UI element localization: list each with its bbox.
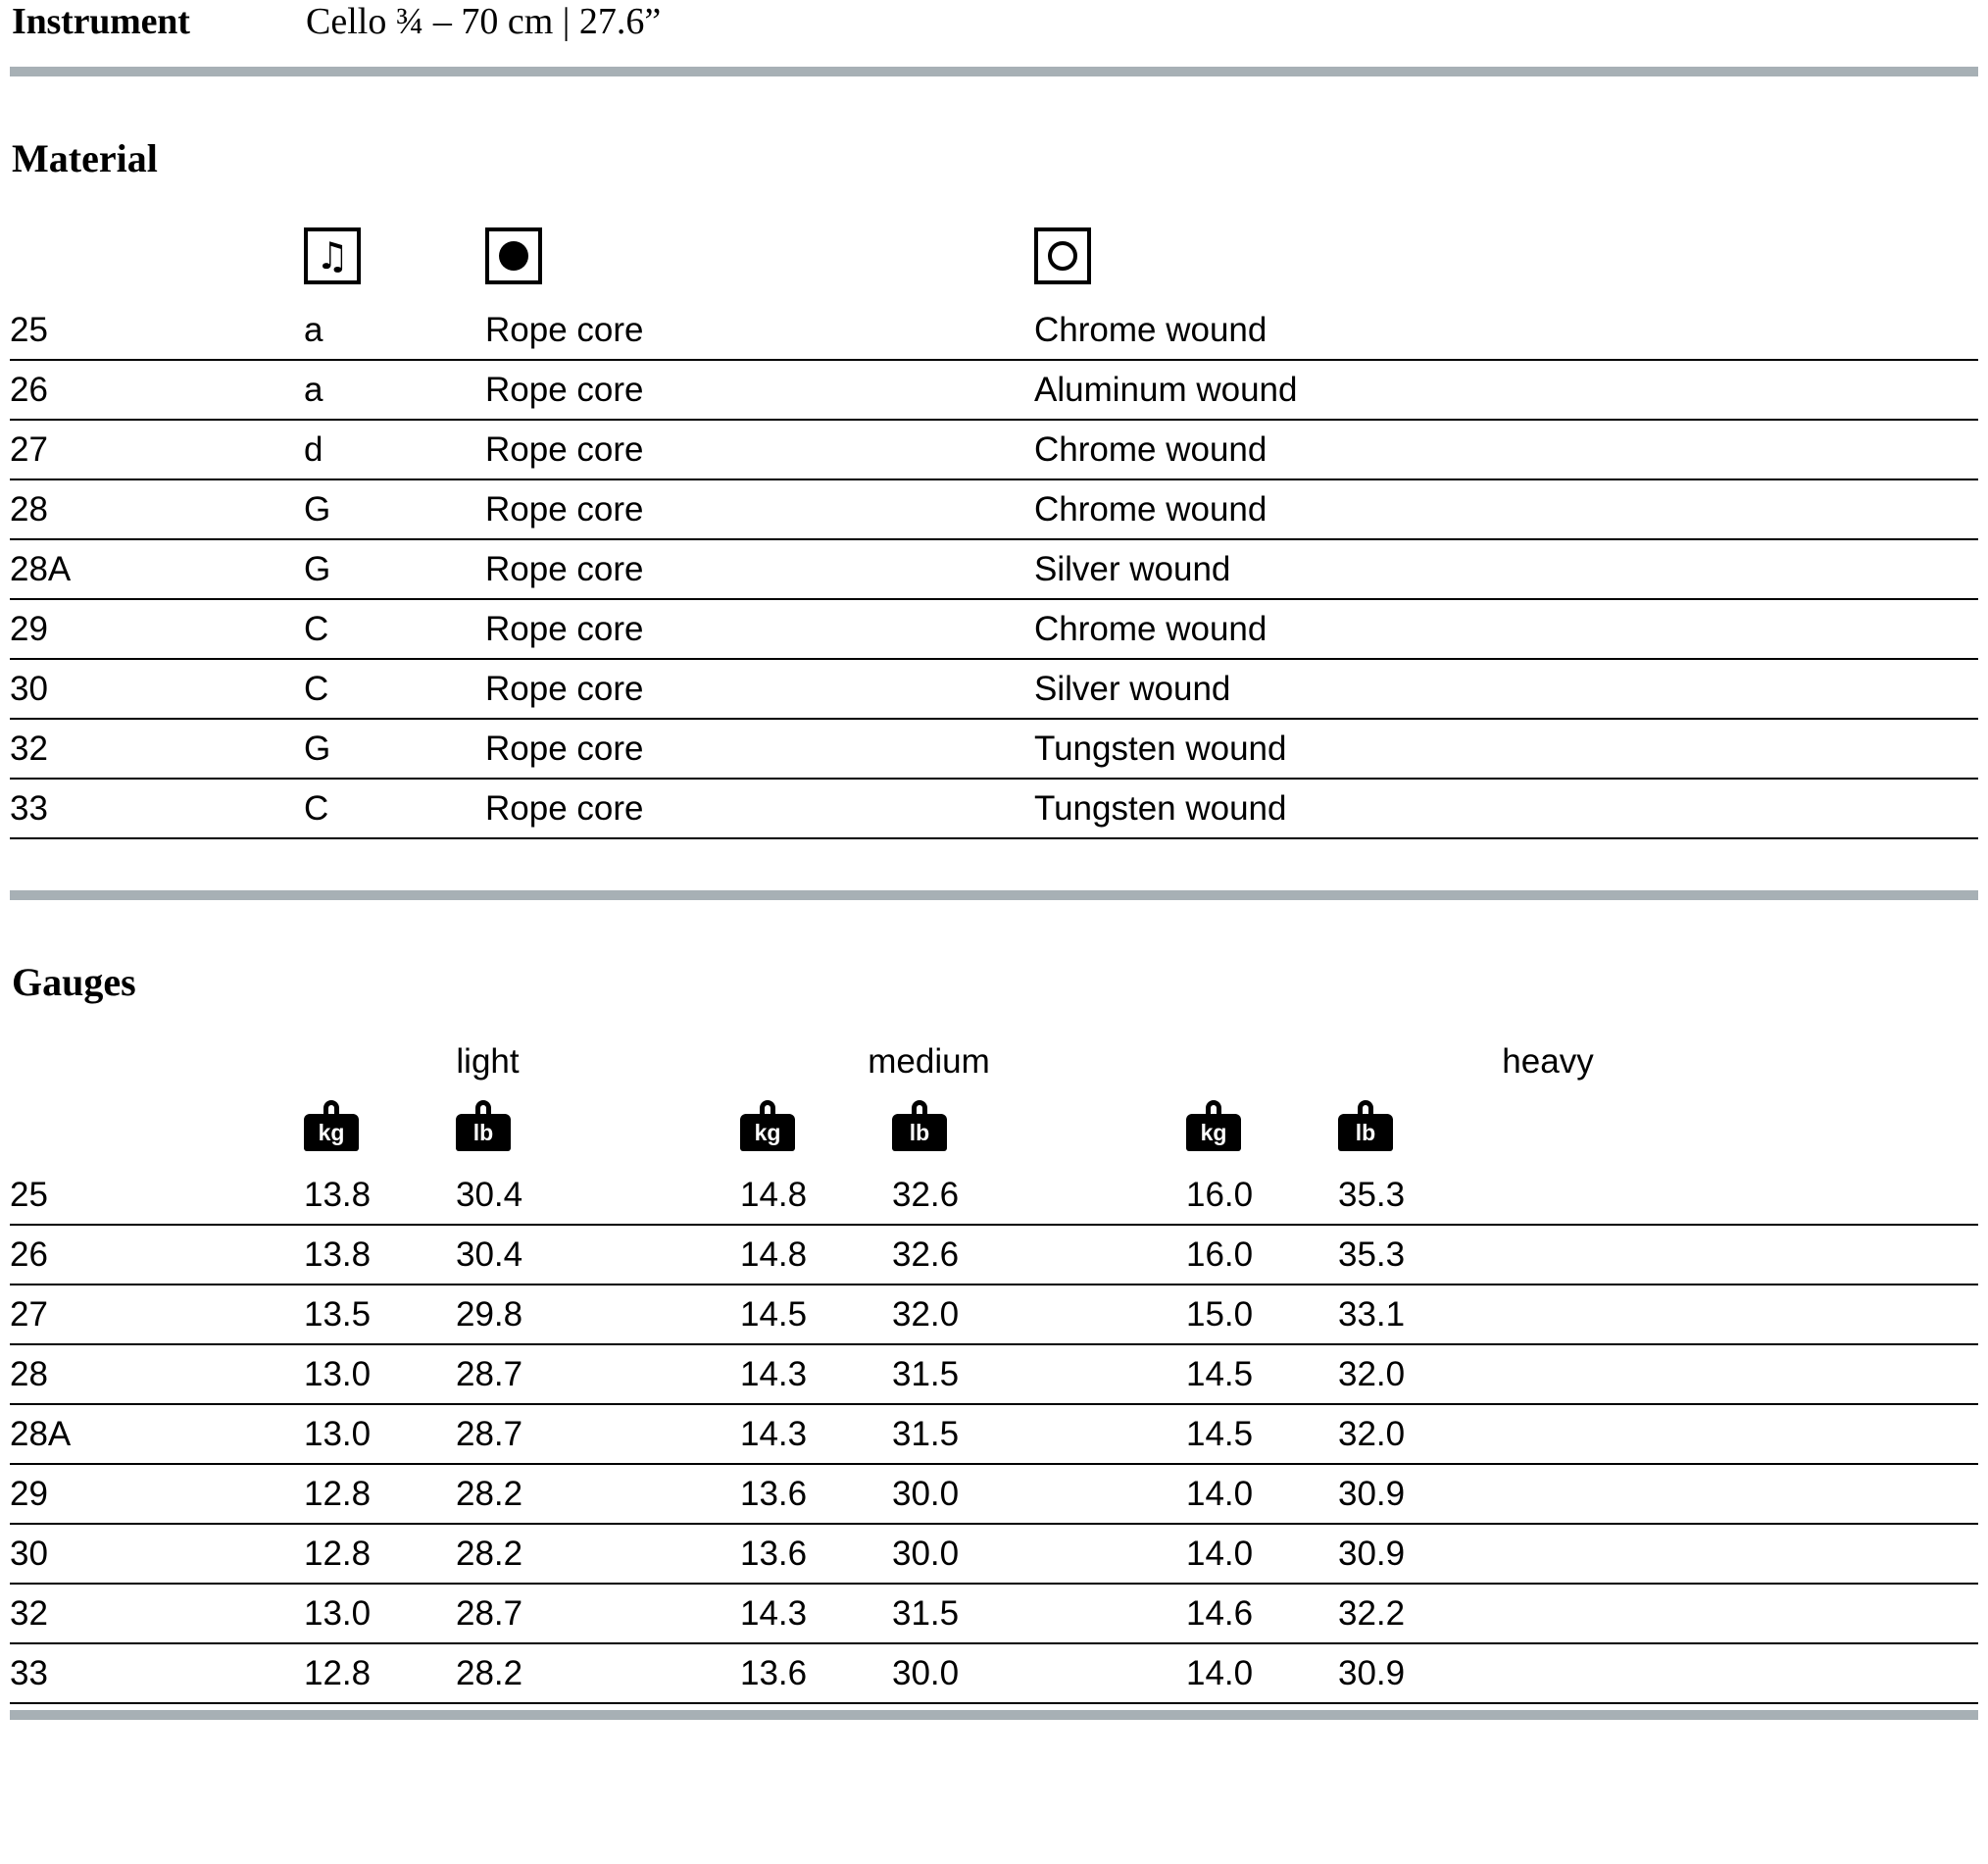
material-number: 26 <box>10 360 304 420</box>
unit-heavy-kg <box>1186 1083 1338 1166</box>
gauge-heavy-lb: 30.9 <box>1338 1524 1978 1584</box>
instrument-row <box>12 0 1978 45</box>
material-number: 33 <box>10 779 304 838</box>
filled-circle-icon <box>485 227 542 284</box>
material-number: 25 <box>10 301 304 360</box>
gauge-number: 30 <box>10 1524 304 1584</box>
gauges-tension-light: light <box>456 1042 520 1081</box>
gauge-medium-kg: 14.5 <box>740 1285 892 1344</box>
gauge-medium-kg: 13.6 <box>740 1524 892 1584</box>
gauge-light-kg: 13.8 <box>304 1225 456 1285</box>
weight-lb-icon <box>892 1100 947 1151</box>
weight-lb-label: lb <box>892 1114 947 1151</box>
gauge-light-lb: 28.7 <box>456 1584 740 1643</box>
unit-heavy-lb <box>1338 1083 1978 1166</box>
gauge-heavy-kg: 15.0 <box>1186 1285 1338 1344</box>
unit-medium-kg <box>740 1083 892 1166</box>
material-core: Rope core <box>485 360 1034 420</box>
gauge-heavy-lb: 35.3 <box>1338 1166 1978 1225</box>
gauge-medium-lb: 32.6 <box>892 1166 1186 1225</box>
table-row <box>10 301 1978 360</box>
weight-lb-label: lb <box>1338 1114 1393 1151</box>
gauge-light-kg: 13.8 <box>304 1166 456 1225</box>
table-row <box>10 1464 1978 1524</box>
material-core: Rope core <box>485 479 1034 539</box>
weight-kg-icon <box>1186 1100 1241 1151</box>
weight-lb-icon <box>456 1100 511 1151</box>
gauge-light-lb: 28.2 <box>456 1643 740 1703</box>
gauge-heavy-kg: 14.5 <box>1186 1404 1338 1464</box>
gauge-heavy-kg: 14.6 <box>1186 1584 1338 1643</box>
material-winding: Silver wound <box>1034 659 1978 719</box>
material-core: Rope core <box>485 779 1034 838</box>
gauge-heavy-kg: 14.5 <box>1186 1344 1338 1404</box>
gauge-number: 28A <box>10 1404 304 1464</box>
gauge-light-lb: 30.4 <box>456 1166 740 1225</box>
material-winding: Chrome wound <box>1034 301 1978 360</box>
gauges-tension-header-row <box>10 1019 1978 1083</box>
gauge-heavy-lb: 32.0 <box>1338 1344 1978 1404</box>
material-winding: Chrome wound <box>1034 599 1978 659</box>
gauge-light-kg: 13.0 <box>304 1344 456 1404</box>
table-row <box>10 479 1978 539</box>
separator-bar-middle <box>10 890 1978 900</box>
table-row <box>10 659 1978 719</box>
unit-medium-lb <box>892 1083 1186 1166</box>
table-row <box>10 779 1978 838</box>
material-number: 32 <box>10 719 304 779</box>
gauge-light-lb: 28.7 <box>456 1404 740 1464</box>
material-note-header <box>304 199 485 301</box>
gauge-heavy-lb: 32.2 <box>1338 1584 1978 1643</box>
unit-light-kg <box>304 1083 456 1166</box>
gauges-table <box>10 1019 1978 1704</box>
material-winding-header <box>1034 199 1978 301</box>
material-core: Rope core <box>485 301 1034 360</box>
hollow-circle-icon <box>1034 227 1091 284</box>
gauge-medium-kg: 14.3 <box>740 1404 892 1464</box>
gauge-light-kg: 12.8 <box>304 1464 456 1524</box>
gauge-heavy-kg: 14.0 <box>1186 1524 1338 1584</box>
table-row <box>10 360 1978 420</box>
gauge-number: 25 <box>10 1166 304 1225</box>
gauge-heavy-lb: 33.1 <box>1338 1285 1978 1344</box>
weight-kg-icon <box>740 1100 795 1151</box>
separator-bar-top <box>10 67 1978 76</box>
material-string: d <box>304 420 485 479</box>
material-number: 28A <box>10 539 304 599</box>
gauge-medium-lb: 30.0 <box>892 1524 1186 1584</box>
gauge-number: 26 <box>10 1225 304 1285</box>
music-note-icon <box>304 227 361 284</box>
material-string: G <box>304 719 485 779</box>
gauges-tension-heavy: heavy <box>1502 1042 1594 1081</box>
gauge-light-kg: 13.0 <box>304 1584 456 1643</box>
gauge-medium-lb: 30.0 <box>892 1464 1186 1524</box>
table-row <box>10 1404 1978 1464</box>
gauge-heavy-lb: 32.0 <box>1338 1404 1978 1464</box>
gauge-number: 33 <box>10 1643 304 1703</box>
gauge-light-lb: 30.4 <box>456 1225 740 1285</box>
gauge-light-kg: 12.8 <box>304 1524 456 1584</box>
gauge-medium-kg: 14.3 <box>740 1344 892 1404</box>
table-row <box>10 1225 1978 1285</box>
gauge-heavy-kg: 16.0 <box>1186 1166 1338 1225</box>
material-number-header <box>10 199 304 301</box>
material-table <box>10 199 1978 839</box>
material-string: a <box>304 301 485 360</box>
material-core: Rope core <box>485 539 1034 599</box>
gauge-medium-kg: 13.6 <box>740 1464 892 1524</box>
gauge-medium-lb: 32.0 <box>892 1285 1186 1344</box>
gauge-light-lb: 28.7 <box>456 1344 740 1404</box>
material-string: C <box>304 659 485 719</box>
weight-kg-icon <box>304 1100 359 1151</box>
material-winding: Silver wound <box>1034 539 1978 599</box>
material-number: 27 <box>10 420 304 479</box>
table-row <box>10 1285 1978 1344</box>
gauges-tension-medium: medium <box>868 1042 990 1081</box>
gauge-number: 32 <box>10 1584 304 1643</box>
gauge-medium-kg: 13.6 <box>740 1643 892 1703</box>
weight-kg-label: kg <box>740 1114 795 1151</box>
material-number: 28 <box>10 479 304 539</box>
unit-light-lb <box>456 1083 740 1166</box>
table-row <box>10 1643 1978 1703</box>
gauge-light-kg: 13.5 <box>304 1285 456 1344</box>
gauge-heavy-lb: 30.9 <box>1338 1464 1978 1524</box>
material-string: G <box>304 539 485 599</box>
table-row <box>10 719 1978 779</box>
material-winding: Chrome wound <box>1034 420 1978 479</box>
table-row <box>10 1584 1978 1643</box>
material-winding: Tungsten wound <box>1034 779 1978 838</box>
table-row <box>10 1524 1978 1584</box>
gauge-light-kg: 13.0 <box>304 1404 456 1464</box>
weight-lb-icon <box>1338 1100 1393 1151</box>
material-section-title: Material <box>12 136 158 180</box>
separator-bar-bottom <box>10 1710 1978 1720</box>
weight-kg-label: kg <box>1186 1114 1241 1151</box>
gauge-light-lb: 29.8 <box>456 1285 740 1344</box>
gauge-number: 27 <box>10 1285 304 1344</box>
material-icon-header-row <box>10 199 1978 301</box>
gauge-medium-kg: 14.8 <box>740 1166 892 1225</box>
gauge-medium-lb: 30.0 <box>892 1643 1186 1703</box>
gauge-heavy-kg: 14.0 <box>1186 1643 1338 1703</box>
material-string: G <box>304 479 485 539</box>
gauge-light-lb: 28.2 <box>456 1524 740 1584</box>
table-row <box>10 1166 1978 1225</box>
material-core: Rope core <box>485 420 1034 479</box>
gauge-medium-lb: 32.6 <box>892 1225 1186 1285</box>
material-core: Rope core <box>485 719 1034 779</box>
table-row <box>10 599 1978 659</box>
table-row <box>10 1344 1978 1404</box>
table-row <box>10 420 1978 479</box>
gauge-number: 28 <box>10 1344 304 1404</box>
gauge-heavy-lb: 35.3 <box>1338 1225 1978 1285</box>
material-core: Rope core <box>485 659 1034 719</box>
weight-lb-label: lb <box>456 1114 511 1151</box>
weight-kg-label: kg <box>304 1114 359 1151</box>
material-string: a <box>304 360 485 420</box>
gauges-section-title: Gauges <box>12 960 136 1004</box>
instrument-label: Instrument <box>12 1 190 42</box>
material-number: 30 <box>10 659 304 719</box>
gauge-light-kg: 12.8 <box>304 1643 456 1703</box>
gauges-unit-header-row <box>10 1083 1978 1166</box>
gauge-medium-kg: 14.8 <box>740 1225 892 1285</box>
material-string: C <box>304 779 485 838</box>
gauge-number: 29 <box>10 1464 304 1524</box>
gauge-heavy-lb: 30.9 <box>1338 1643 1978 1703</box>
gauge-heavy-kg: 16.0 <box>1186 1225 1338 1285</box>
table-row <box>10 539 1978 599</box>
material-winding: Tungsten wound <box>1034 719 1978 779</box>
material-winding: Chrome wound <box>1034 479 1978 539</box>
instrument-value: Cello ¾ – 70 cm | 27.6” <box>306 1 662 42</box>
material-core-header <box>485 199 1034 301</box>
gauge-medium-lb: 31.5 <box>892 1404 1186 1464</box>
gauges-number-header <box>10 1019 304 1083</box>
material-core: Rope core <box>485 599 1034 659</box>
gauge-medium-lb: 31.5 <box>892 1584 1186 1643</box>
gauge-medium-lb: 31.5 <box>892 1344 1186 1404</box>
material-winding: Aluminum wound <box>1034 360 1978 420</box>
gauge-heavy-kg: 14.0 <box>1186 1464 1338 1524</box>
gauge-light-lb: 28.2 <box>456 1464 740 1524</box>
material-number: 29 <box>10 599 304 659</box>
material-string: C <box>304 599 485 659</box>
gauge-medium-kg: 14.3 <box>740 1584 892 1643</box>
